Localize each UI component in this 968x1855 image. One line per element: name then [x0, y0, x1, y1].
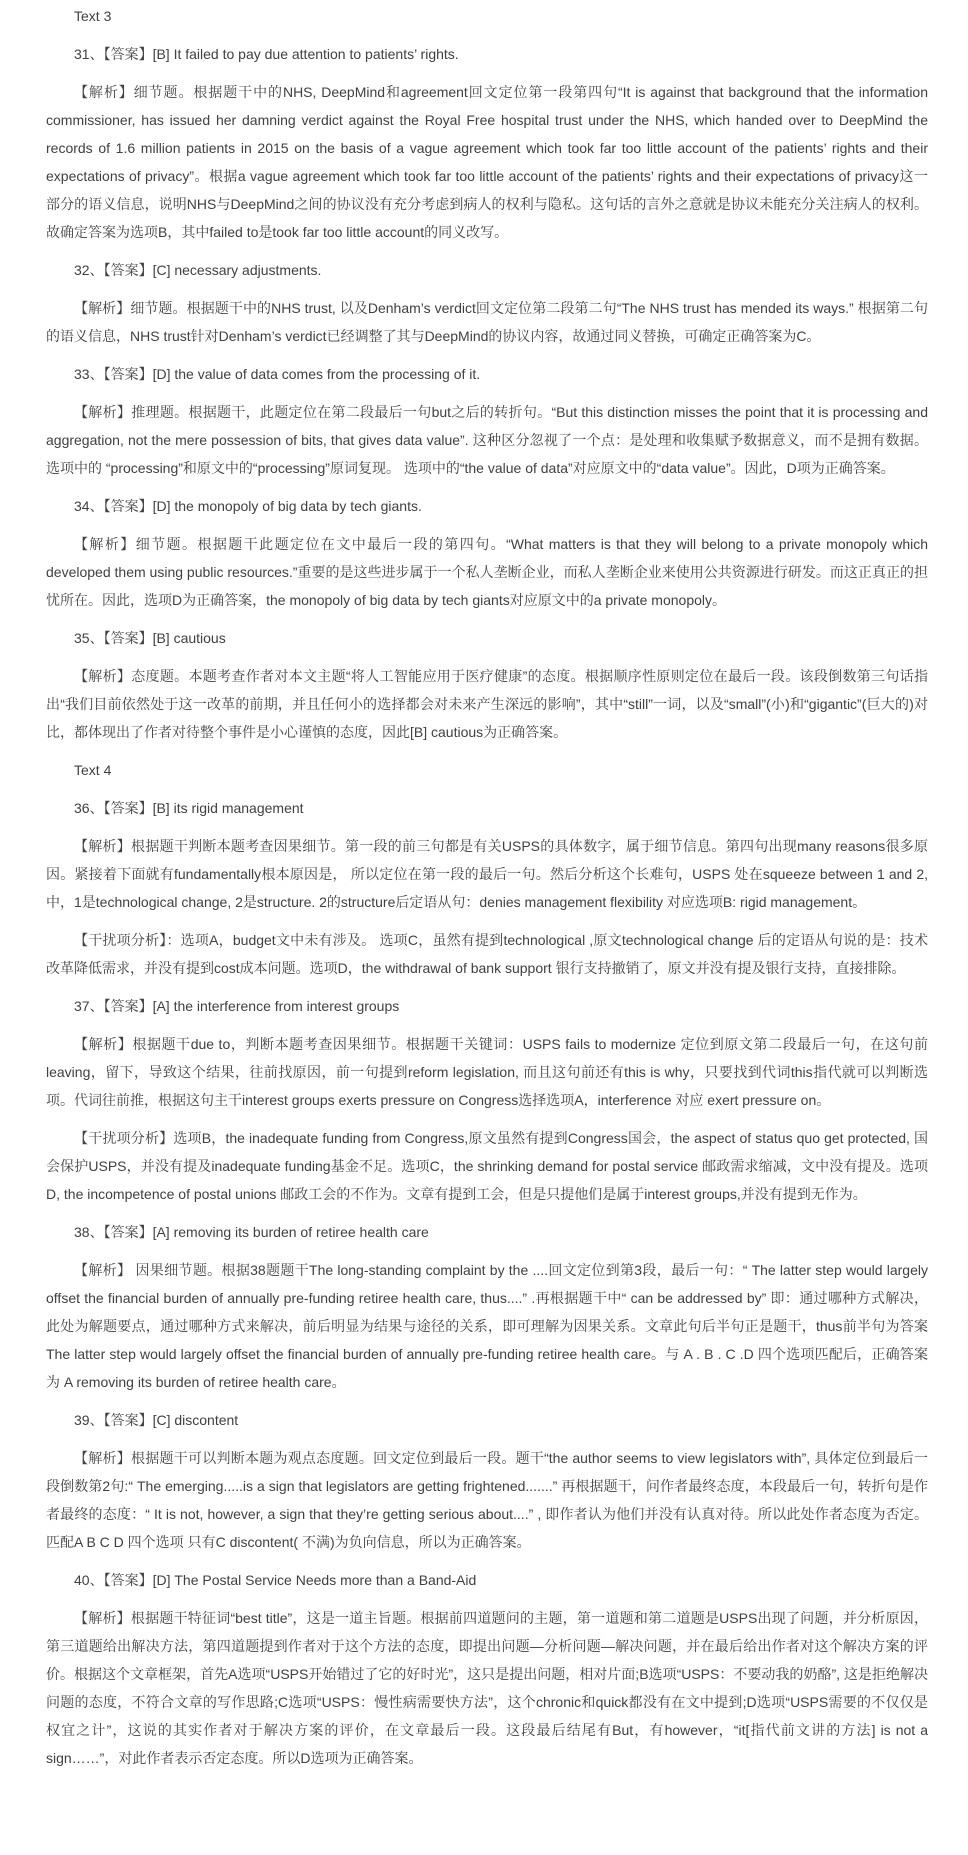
- answer-37: 37、【答案】[A] the interference from interest groups: [74, 998, 400, 1014]
- analysis-38: 【解析】 因果细节题。根据38题题干The long-standing complaint by the ....回文定位到第3段，最后一句：“ The latter step would largely offset the financial burden of annually pre-funding retiree health care, thus....” .再根据题干中“ can be addressed by” 即：通过哪种方式解决，此处为解题要点，通过哪种方式来解决，前后明显为结果与途径的关系，即可理解为因果关系。文章此句后半句正是题干，thus前半句为答案The latter step would largely offset the financial burden of annually pre-funding retiree health care。与 A . B . C .D 四个选项匹配后，正确答案为 A removing its burden of retiree health care。: [46, 1262, 928, 1390]
- answer-32: 32、【答案】[C] necessary adjustments.: [74, 262, 322, 278]
- analysis-35: 【解析】态度题。本题考查作者对本文主题“将人工智能应用于医疗健康”的态度。根据顺序性原则定位在最后一段。该段倒数第三句话指出“我们目前依然处于这一改革的前期，并且任何小的选择都会对未来产生深远的影响”，其中“still”一词，以及“small”(小)和“gigantic”(巨大的)对比，都体现出了作者对待整个事件是小心谨慎的态度，因此[B] cautious为正确答案。: [46, 668, 928, 740]
- analysis-40: 【解析】根据题干特征词“best title”，这是一道主旨题。根据前四道题问的主题，第一道题和第二道题是USPS出现了问题，并分析原因，第三道题给出解决方法，第四道题提到作者对于这个方法的态度，即提出问题—分析问题—解决问题，并在最后给出作者对这个解决方案的评价。根据这个文章框架，首先A选项“USPS开始错过了它的好时光”，这只是提出问题，相对片面;B选项“USPS：不要动我的奶酪”, 这是拒绝解决问题的态度，不符合文章的写作思路;C选项“USPS：慢性病需要快方法”，这个chronic和quick都没有在文中提到;D选项“USPS需要的不仅仅是权宜之计”，这说的其实作者对于解决方案的评价，在文章最后一段。这段最后结尾有But，有however，“it[指代前文讲的方法] is not a sign……”，对此作者表示否定态度。所以D选项为正确答案。: [46, 1610, 928, 1766]
- analysis-36: 【解析】根据题干判断本题考查因果细节。第一段的前三句都是有关USPS的具体数字，属于细节信息。第四句出现many reasons很多原因。紧接着下面就有fundamentally根本原因是， 所以定位在第一段的最后一句。然后分析这个长难句，USPS 处在squeeze between 1 and 2, 中，1是technological change, 2是structure. 2的structure后定语从句：denies management flexibility 对应选项B: rigid management。: [46, 838, 928, 910]
- section-title-text3: Text 3: [74, 8, 112, 24]
- analysis-39: 【解析】根据题干可以判断本题为观点态度题。回文定位到最后一段。题干“the author seems to view legislators with”, 具体定位到最后一段倒数第2句:“ The emerging.....is a sign that legislators are getting frightened.......” 再根据题干，问作者最终态度，本段最后一句，转折句是作者最终的态度：“ It is not, however, a sign that they’re getting serious about....” , 即作者认为他们并没有认真对待。所以此处作者态度为否定。匹配A B C D 四个选项 只有C discontent( 不满)为负向信息，所以为正确答案。: [46, 1450, 928, 1550]
- answer-35: 35、【答案】[B] cautious: [74, 630, 226, 646]
- answer-34: 34、【答案】[D] the monopoly of big data by tech giants.: [74, 498, 422, 514]
- analysis-33: 【解析】推理题。根据题干，此题定位在第二段最后一句but之后的转折句。“But this distinction misses the point that it is processing and aggregation, not the mere possession of bits, that gives data value”. 这种区分忽视了一个点：是处理和收集赋予数据意义，而不是拥有数据。 选项中的 “processing”和原文中的“processing”原词复现。 选项中的“the value of data”对应原文中的“data value”。因此，D项为正确答案。: [46, 404, 928, 476]
- answer-39: 39、【答案】[C] discontent: [74, 1412, 239, 1428]
- analysis-32: 【解析】细节题。根据题干中的NHS trust, 以及Denham’s verdict回文定位第二段第二句“The NHS trust has mended its ways.” 根据第二句的语义信息，NHS trust针对Denham’s verdict已经调整了其与DeepMind的协议内容，故通过同义替换，可确定正确答案为C。: [46, 300, 928, 344]
- section-title-text4: Text 4: [74, 762, 112, 778]
- analysis-31: 【解析】细节题。根据题干中的NHS, DeepMind和agreement回文定位第一段第四句“It is against that background that the information commissioner, has issued her damning verdict against the Royal Free hospital trust under the NHS, which handed over to DeepMind the records of 1.6 million patients in 2015 on the basis of a vague agreement which took far too little account of the patients’ rights and their expectations of privacy”。根据a vague agreement which took far too little account of the patients’ rights and their expectations of privacy这一部分的语义信息，说明NHS与DeepMind之间的协议没有充分考虑到病人的权利与隐私。这句话的言外之意就是协议未能充分关注病人的权利。故确定答案为选项B，其中failed to是took far too little account的同义改写。: [46, 84, 928, 240]
- analysis-34: 【解析】细节题。根据题干此题定位在文中最后一段的第四句。“What matters is that they will belong to a private monopoly which developed them using public resources.”重要的是这些进步属于一个私人垄断企业，而私人垄断企业来使用公共资源进行研发。而这正真正的担忧所在。因此，选项D为正确答案，the monopoly of big data by tech giants对应原文中的a private monopoly。: [46, 536, 928, 608]
- distractor-analysis-36: 【干扰项分析】：选项A，budget文中未有涉及。 选项C，虽然有提到technological ,原文technological change 后的定语从句说的是：技术改革降低需求，并没有提到cost成本问题。选项D，the withdrawal of bank support 银行支持撤销了，原文并没有提及银行支持，直接排除。: [46, 932, 928, 976]
- analysis-37: 【解析】根据题干due to，判断本题考查因果细节。根据题干关键词：USPS fails to modernize 定位到原文第二段最后一句，在这句前leaving，留下，导致这个结果，往前找原因，前一句提到reform legislation, 而且这句前还有this is why，只要找到代词this指代就可以判断选项。代词往前推，根据这句主干interest groups exerts pressure on Congress选择选项A，interference 对应 exert pressure on。: [46, 1036, 928, 1108]
- answer-36: 36、【答案】[B] its rigid management: [74, 800, 304, 816]
- answer-33: 33、【答案】[D] the value of data comes from the processing of it.: [74, 366, 481, 382]
- answer-38: 38、【答案】[A] removing its burden of retiree health care: [74, 1224, 429, 1240]
- answer-31: 31、【答案】[B] It failed to pay due attention to patients’ rights.: [74, 46, 459, 62]
- distractor-analysis-37: 【干扰项分析】选项B，the inadequate funding from Congress,原文虽然有提到Congress国会，the aspect of status quo get protected, 国会保护USPS，并没有提及inadequate funding基金不足。选项C，the shrinking demand for postal service 邮政需求缩减，文中没有提及。选项D, the incompetence of postal unions 邮政工会的不作为。文章有提到工会，但是只提他们是属于interest groups,并没有提到无作为。: [46, 1130, 928, 1202]
- answer-40: 40、【答案】[D] The Postal Service Needs more than a Band-Aid: [74, 1572, 477, 1588]
